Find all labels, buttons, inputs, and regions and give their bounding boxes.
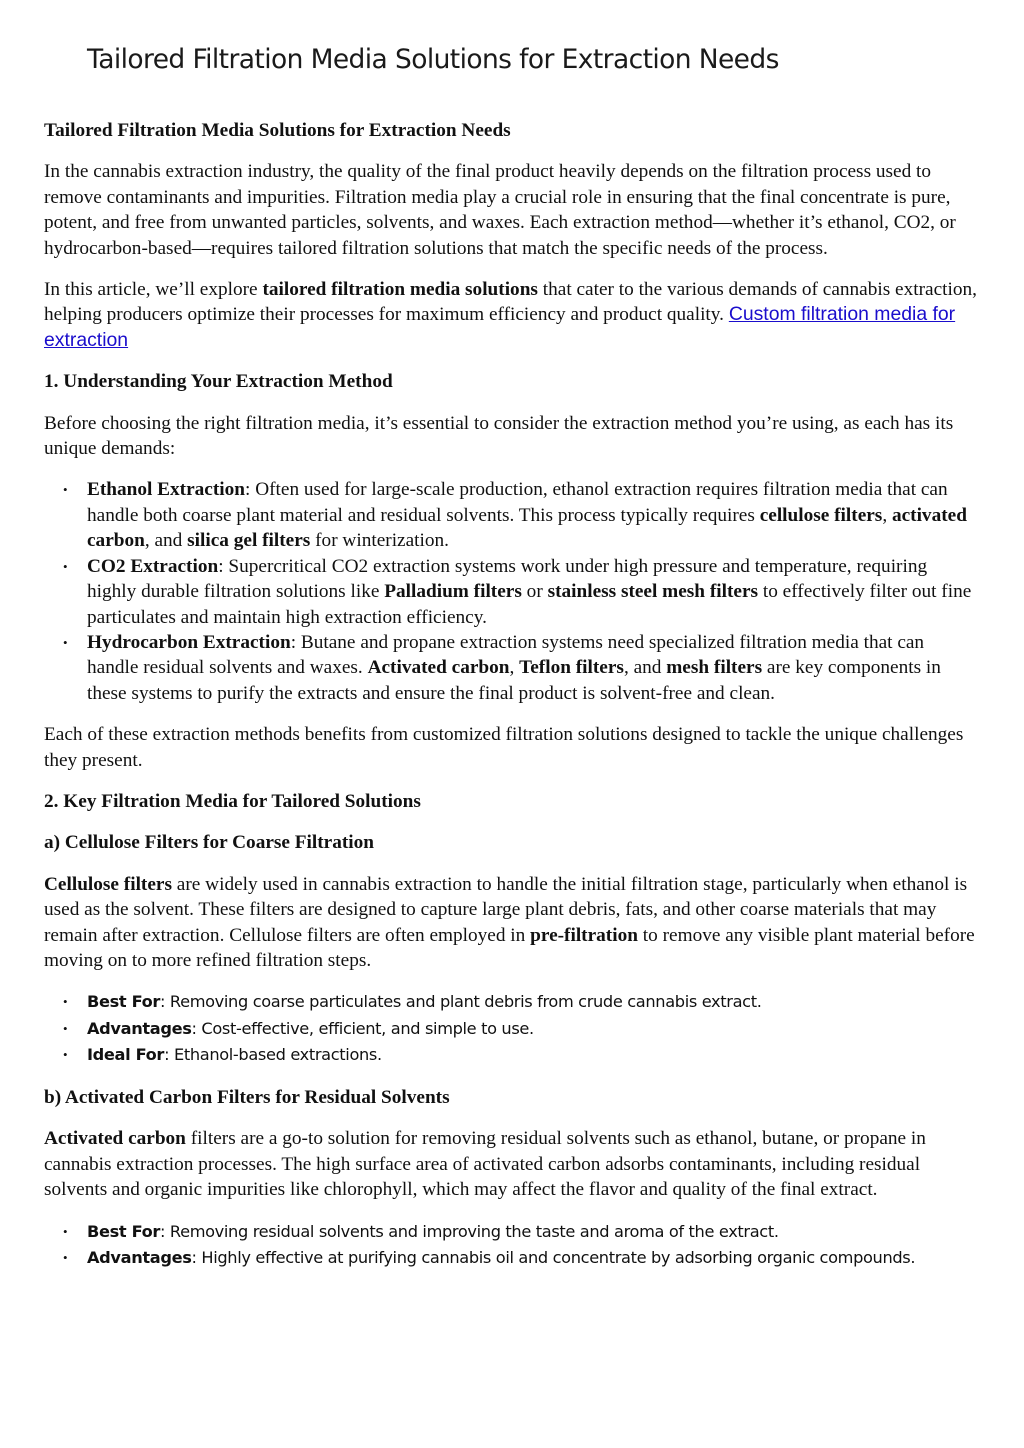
list-item-bold: silica gel filters — [187, 530, 311, 552]
list-item-ethanol — [44, 477, 980, 553]
subsection-b-paragraph — [44, 1126, 980, 1202]
list-item-text: , — [882, 504, 892, 526]
list-item-text: : Often used for large-scale production, ethanol extraction requires filtration media that can handle both coarse plant material and residual solvents. This process typically requires — [87, 479, 948, 526]
subsection-a-heading: a) Cellulose Filters for Coarse Filtration — [44, 832, 375, 854]
article-body — [44, 118, 980, 1272]
bullet-text: : Ethanol-based extractions. — [164, 1045, 382, 1065]
bullet-label: Advantages — [87, 1018, 192, 1038]
list-item-text: : Butane and propane extraction systems need specialized filtration media that can handle residual solvents and waxes. — [87, 631, 925, 679]
list-item — [44, 989, 980, 1016]
bullet-label: Best For — [87, 992, 161, 1012]
list-item — [44, 1016, 980, 1043]
paragraph-bold: pre-filtration — [530, 924, 638, 946]
list-item-bold: activated carbon — [87, 504, 967, 552]
bullet-label: Ideal For — [87, 1045, 165, 1065]
intro-paragraph-2 — [44, 277, 980, 353]
intro-text-after: that cater to the various demands of cannabis extraction, helping producers optimize their processes for maximum efficiency and product quality. — [44, 279, 977, 326]
list-item-bold: Teflon filters — [519, 657, 624, 679]
intro-text-before: In this article, we’ll explore — [44, 279, 263, 301]
list-item-text: to effectively filter out fine particulates and maintain high extraction efficiency. — [87, 581, 972, 628]
list-item-text: , — [509, 657, 520, 679]
section-2-heading: 2. Key Filtration Media for Tailored Solutions — [44, 790, 421, 812]
list-item-text: for winterization. — [310, 530, 449, 552]
paragraph-bold: Cellulose filters — [44, 873, 172, 895]
list-item-bold: stainless steel mesh filters — [547, 581, 759, 603]
subsection-a-paragraph — [44, 872, 980, 974]
list-item-co2 — [44, 554, 980, 630]
article-heading: Tailored Filtration Media Solutions for Extraction Needs — [44, 120, 511, 141]
bullet-text: : Cost-effective, efficient, and simple to use. — [191, 1018, 534, 1038]
bullet-label: Advantages — [87, 1248, 192, 1267]
cellulose-bullets — [44, 989, 980, 1069]
activated-carbon-bullets — [44, 1219, 980, 1272]
paragraph-bold: Activated carbon — [44, 1128, 186, 1150]
list-item-bold: Palladium filters — [384, 581, 522, 603]
list-item-text: are key components in these systems to purify the extracts and ensure the final product is solvent-free and clean. — [87, 657, 941, 704]
list-item-hydrocarbon — [44, 630, 980, 706]
paragraph-text: filters are a go-to solution for removing residual solvents such as ethanol, butane, or propane in cannabis extraction processes. The high surface area of activated carbon adsorbs contaminants, including residual solvents and organic impurities like chlorophyll, which may affect the flavor and quality of the final extract. — [44, 1128, 926, 1201]
list-item — [44, 1219, 980, 1246]
list-item-text: : Supercritical CO2 extraction systems work under high pressure and temperature, requiring highly durable filtration solutions like — [87, 555, 928, 603]
section-1-heading: 1. Understanding Your Extraction Method — [44, 371, 393, 393]
bullet-text: : Removing coarse particulates and plant debris from crude cannabis extract. — [160, 992, 762, 1012]
list-item-bold: mesh filters — [666, 657, 763, 679]
bullet-label: Best For — [87, 1221, 161, 1241]
bullet-text: : Highly effective at purifying cannabis oil and concentrate by adsorbing organic compounds. — [191, 1248, 916, 1267]
list-item-text: , and — [144, 530, 188, 552]
list-item-title: Hydrocarbon Extraction — [87, 631, 291, 653]
list-item — [44, 1245, 980, 1272]
list-item-title: CO2 Extraction — [87, 555, 219, 577]
bullet-text: : Removing residual solvents and improving the taste and aroma of the extract. — [160, 1221, 779, 1241]
extraction-method-list — [44, 477, 980, 706]
paragraph-text: to remove any visible plant material before moving on to more refined filtration steps. — [44, 924, 975, 971]
list-item-text: or — [521, 581, 548, 603]
section-1-intro: Before choosing the right filtration media, it’s essential to consider the extraction method you’re using, as each has its unique demands: — [44, 412, 954, 460]
intro-paragraph-1: In the cannabis extraction industry, the quality of the final product heavily depends on the filtration process used to remove contaminants and impurities. Filtration media play a crucial role in ensuring that the final concentrate is pure, potent, and free from unwanted particles, solvents, and waxes. Each extraction method—whether it’s ethanol, CO2, or hydrocarbon-based—requires tailored filtration solutions that match the specific needs of the process. — [44, 161, 956, 259]
list-item-bold: cellulose filters — [759, 504, 883, 526]
list-item-title: Ethanol Extraction — [87, 479, 246, 501]
intro-bold-phrase: tailored filtration media solutions — [262, 279, 538, 301]
list-item-text: , and — [623, 657, 667, 679]
paragraph-text: are widely used in cannabis extraction to handle the initial filtration stage, particularly when ethanol is used as the solvent. These filters are designed to capture large plant debris, fats, and other coarse materials that may remain after extraction. Cellulose filters are often employed in — [44, 873, 968, 946]
list-item-bold: Activated carbon — [367, 657, 510, 679]
page-title: Tailored Filtration Media Solutions for Extraction Needs — [87, 44, 779, 75]
list-item — [44, 1042, 980, 1069]
custom-filtration-link[interactable]: Custom filtration media for extraction — [44, 303, 956, 351]
section-1-closing: Each of these extraction methods benefits from customized filtration solutions designed to tackle the unique challenges they present. — [44, 724, 964, 771]
subsection-b-heading: b) Activated Carbon Filters for Residual Solvents — [44, 1086, 450, 1108]
